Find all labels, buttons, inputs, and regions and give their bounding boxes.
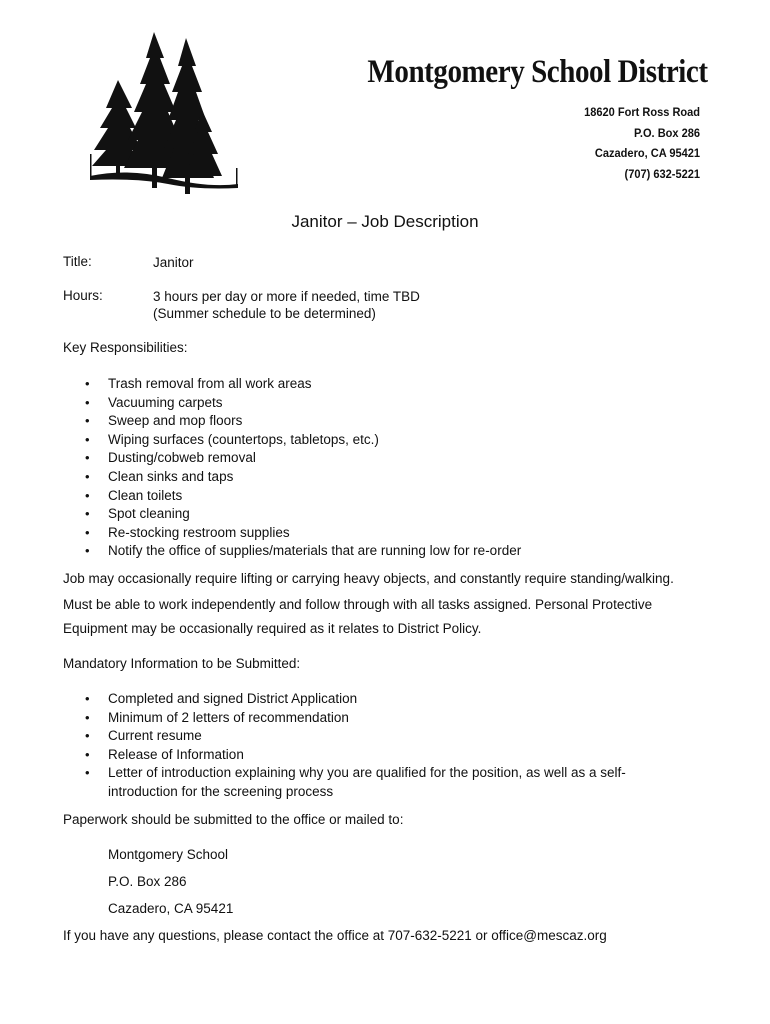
independence-text: Must be able to work independently and follow through with all tasks assigned. Personal Protective bbox=[63, 597, 653, 612]
hours-value bbox=[153, 288, 420, 322]
responsibilities-list bbox=[63, 375, 521, 561]
address-line: P.O. Box 286 bbox=[633, 125, 700, 140]
mandatory-info-heading: Mandatory Information to be Submitted: bbox=[63, 656, 301, 671]
title-label: Title: bbox=[63, 254, 92, 269]
list-item-continuation: introduction for the screening process bbox=[108, 784, 334, 799]
district-address bbox=[574, 102, 700, 184]
hours-line: 3 hours per day or more if needed, time TBD bbox=[153, 289, 420, 304]
title-value: Janitor bbox=[153, 255, 194, 270]
list-item: • Clean sinks and taps bbox=[63, 468, 521, 487]
hours-note: (Summer schedule to be determined) bbox=[153, 306, 376, 321]
list-item: • Dusting/cobweb removal bbox=[63, 449, 521, 468]
submission-instructions: Paperwork should be submitted to the office or mailed to: bbox=[63, 812, 404, 827]
list-item: • Trash removal from all work areas bbox=[63, 375, 521, 394]
list-item: • Completed and signed District Application bbox=[63, 690, 626, 709]
list-item: • Wiping surfaces (countertops, tabletops, etc.) bbox=[63, 431, 521, 450]
address-line: Cazadero, CA 95421 bbox=[594, 146, 700, 160]
mailing-address-line: Montgomery School bbox=[108, 847, 229, 862]
physical-requirements-text: Job may occasionally require lifting or carrying heavy objects, and constantly require standing/walking. bbox=[63, 571, 674, 586]
mailing-address bbox=[108, 846, 233, 927]
list-item: • Letter of introduction explaining why you are qualified for the position, as well as a self- bbox=[63, 764, 626, 783]
list-item: • Current resume bbox=[63, 727, 626, 746]
mailing-address-line: Cazadero, CA 95421 bbox=[108, 901, 234, 916]
contact-text: If you have any questions, please contact the office at 707-632-5221 or office@mescaz.org bbox=[63, 928, 607, 943]
list-item: • Re-stocking restroom supplies bbox=[63, 524, 521, 543]
phone-line: (707) 632-5221 bbox=[624, 166, 700, 181]
pine-trees-icon bbox=[88, 28, 248, 200]
document-title: Janitor – Job Description bbox=[291, 212, 479, 231]
address-line: 18620 Fort Ross Road bbox=[584, 105, 700, 119]
list-item: • Vacuuming carpets bbox=[63, 394, 521, 413]
list-item: • Minimum of 2 letters of recommendation bbox=[63, 709, 626, 728]
list-item: • Clean toilets bbox=[63, 487, 521, 506]
key-responsibilities-heading: Key Responsibilities: bbox=[63, 340, 188, 355]
mailing-address-line: P.O. Box 286 bbox=[108, 874, 187, 889]
hours-label: Hours: bbox=[63, 288, 103, 303]
mandatory-info-list bbox=[63, 690, 626, 783]
list-item: • Release of Information bbox=[63, 746, 626, 765]
ppe-text: Equipment may be occasionally required as it relates to District Policy. bbox=[63, 621, 482, 636]
district-name: Montgomery School District bbox=[367, 54, 708, 90]
list-item: • Spot cleaning bbox=[63, 505, 521, 524]
list-item: • Sweep and mop floors bbox=[63, 412, 521, 431]
list-item: • Notify the office of supplies/materials that are running low for re-order bbox=[63, 542, 521, 561]
